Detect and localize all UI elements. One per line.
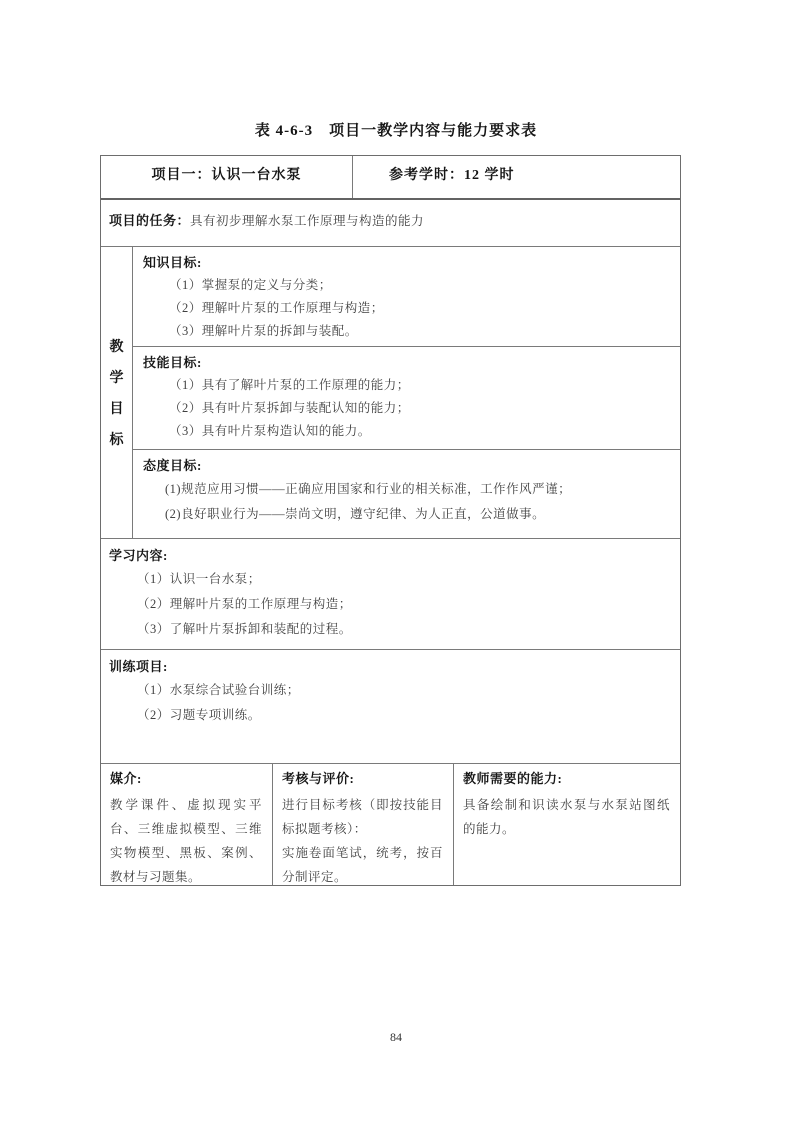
media-text: 教学课件、虚拟现实平台、三维虚拟模型、三维实物模型、黑板、案例、教材与习题集。 xyxy=(110,798,262,884)
project-task-label: 项目的任务： xyxy=(109,213,191,228)
skill-goal-label: 技能目标: xyxy=(143,354,202,370)
learning-content-item: （2）理解叶片泵的工作原理与构造； xyxy=(137,597,352,611)
goal-char-4: 标 xyxy=(109,433,124,448)
knowledge-goal-label: 知识目标: xyxy=(143,255,202,270)
teacher-ability-text: 具备绘制和识读水泵与水泵站图纸的能力。 xyxy=(463,798,670,836)
attitude-goal-label: 态度目标: xyxy=(143,458,202,474)
page-number: 84 xyxy=(390,1030,402,1044)
knowledge-goal-item: （2）理解叶片泵的工作原理与构造； xyxy=(169,301,384,315)
skill-goal-section xyxy=(133,346,680,450)
media-cell xyxy=(101,764,273,885)
project-title-cell: 项目一：认识一台水泵 xyxy=(101,156,353,198)
training-project-item: （1）水泵综合试验台训练； xyxy=(137,683,300,697)
goal-char-1: 教 xyxy=(109,340,124,355)
attitude-goal-item: (1)规范应用习惯——正确应用国家和行业的相关标准，工作作风严谨； xyxy=(165,482,572,497)
goal-char-2: 学 xyxy=(109,371,124,386)
table-caption: 表 4-6-3 项目一教学内容与能力要求表 xyxy=(254,123,538,139)
teacher-ability-label: 教师需要的能力: xyxy=(463,771,563,786)
teacher-ability-cell xyxy=(454,764,680,885)
training-projects-row xyxy=(101,649,680,763)
attitude-goal-item: (2)良好职业行为——崇尚文明，遵守纪律、为人正直，公道做事。 xyxy=(165,507,546,522)
learning-content-row xyxy=(101,538,680,649)
knowledge-goal-section xyxy=(133,247,680,346)
goal-sections xyxy=(133,247,680,538)
teaching-requirements-table xyxy=(100,155,681,886)
assessment-line-1: 进行目标考核（即按技能目标拟题考核）： xyxy=(282,798,443,836)
header-row xyxy=(101,156,680,198)
attitude-goal-section xyxy=(133,449,680,538)
teaching-goal-vertical-label xyxy=(101,247,133,538)
training-projects-label: 训练项目: xyxy=(109,659,168,674)
learning-content-label: 学习内容: xyxy=(109,548,168,563)
learning-content-item: （3）了解叶片泵拆卸和装配的过程。 xyxy=(137,622,352,636)
skill-goal-item: （1）具有了解叶片泵的工作原理的能力； xyxy=(169,377,410,392)
media-label: 媒介: xyxy=(110,771,142,786)
skill-goal-item: （3）具有叶片泵构造认知的能力。 xyxy=(169,423,371,438)
teaching-goals-row xyxy=(101,246,680,538)
knowledge-goal-item: （3）理解叶片泵的拆卸与装配。 xyxy=(169,324,358,338)
goal-char-3: 目 xyxy=(109,402,124,417)
learning-content-item: （1）认识一台水泵； xyxy=(137,572,261,586)
knowledge-goal-item: （1）掌握泵的定义与分类； xyxy=(169,278,332,292)
project-task-row xyxy=(101,198,680,246)
assessment-label: 考核与评价: xyxy=(282,771,355,786)
reference-hours-cell: 参考学时：12 学时 xyxy=(389,168,515,183)
assessment-line-2: 实施卷面笔试，统考，按百分制评定。 xyxy=(282,846,443,884)
training-project-item: （2）习题专项训练。 xyxy=(137,708,261,722)
assessment-cell xyxy=(273,764,454,885)
bottom-row xyxy=(101,763,680,885)
project-task-text: 具有初步理解水泵工作原理与构造的能力 xyxy=(190,214,425,228)
skill-goal-item: （2）具有叶片泵拆卸与装配认知的能力； xyxy=(169,400,410,415)
